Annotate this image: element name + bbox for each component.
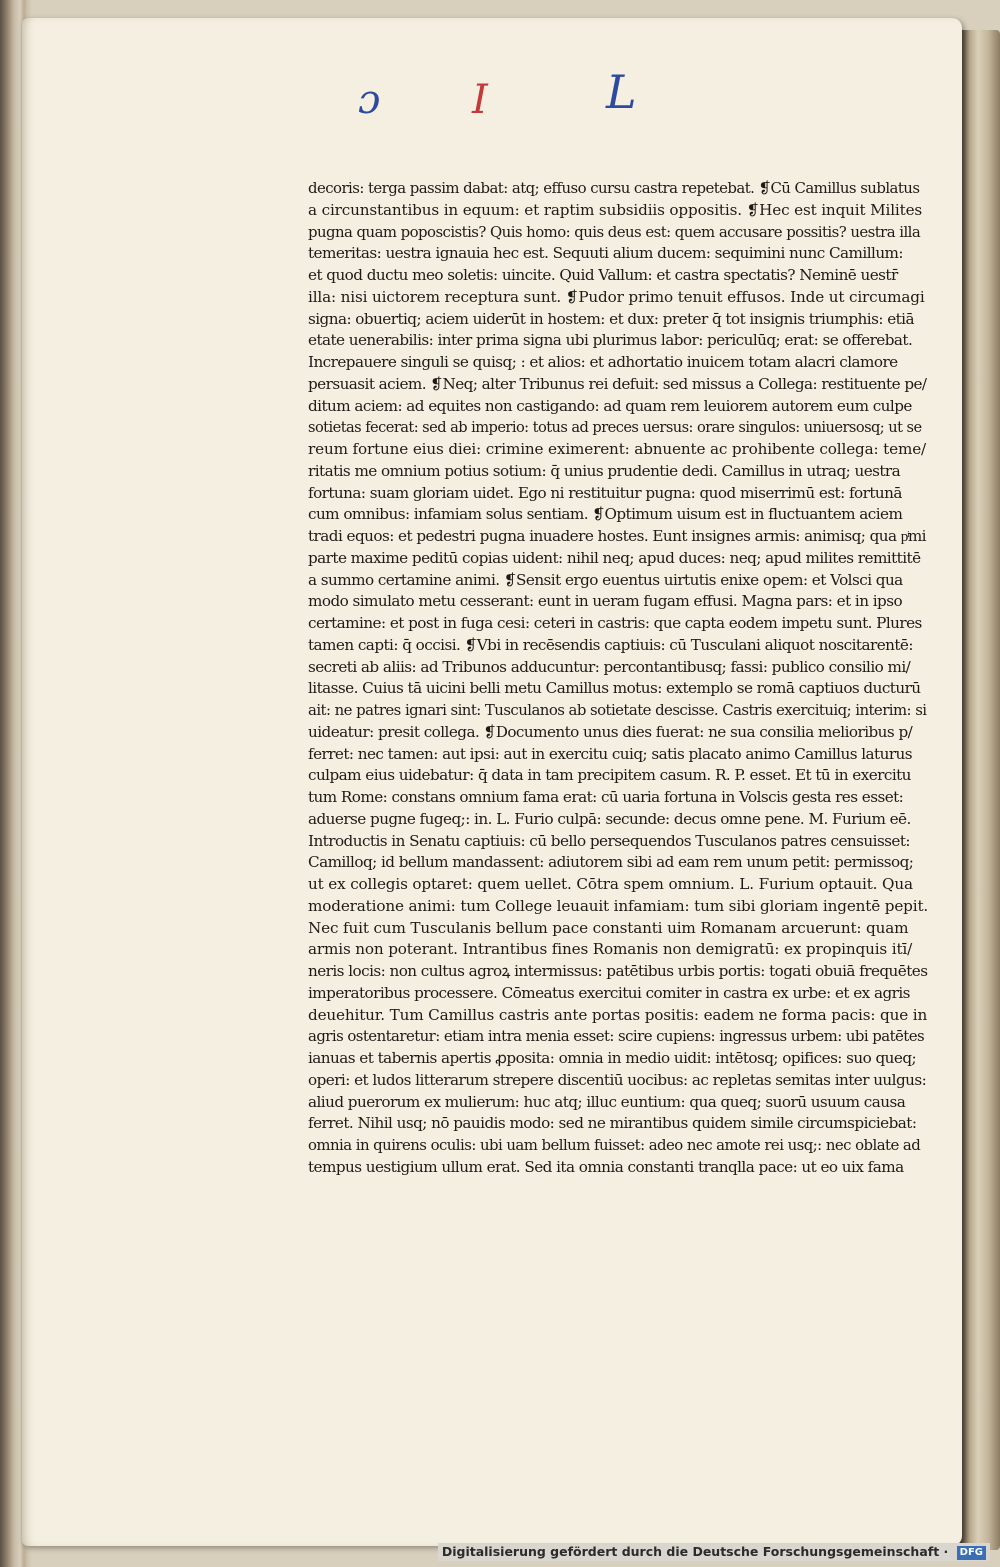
text-line: ut ex collegis optaret: quem uellet. Cōtra spem omnium. L. Furium optauit. Qua bbox=[308, 875, 913, 893]
folio-number bbox=[350, 65, 650, 123]
text-line: Introductis in Senatu captiuis: cū bello persequendos Tusculanos patres censuisset: bbox=[308, 831, 910, 850]
text-line: ferret: nec tamen: aut ipsi: aut in exercitu cuiq; satis placato animo Camillus laturus bbox=[308, 744, 913, 763]
text-line: ritatis me omnium potius sotium: q̄ unius prudentie dedi. Camillus in utraq; uestra bbox=[308, 461, 901, 480]
text-line: persuasit aciem. ❡Neq; alter Tribunus rei defuit: sed missus a Collega: restituente pe/ bbox=[308, 374, 927, 393]
text-line: uideatur: presit collega. ❡Documento unus dies fuerat: ne sua consilia melioribus p/ bbox=[308, 722, 913, 741]
text-line: deuehitur. Tum Camillus castris ante portas positis: eadem ne forma pacis: que in bbox=[308, 1005, 928, 1024]
text-line: ferret. Nihil usq; nō pauidis modo: sed ne mirantibus quidem simile circumspiciebat: bbox=[308, 1114, 917, 1133]
text-line: armis non poterant. Intrantibus fines Romanis non demigratū: ex propinquis itī/ bbox=[308, 940, 913, 959]
text-line: parte maxime peditū copias uident: nihil neq; apud duces: neq; apud milites remittitē bbox=[308, 548, 921, 567]
text-line: etate uenerabilis: inter prima signa ubi plurimus labor: periculūq; erat: se offerebat. bbox=[308, 331, 913, 350]
text-line: tamen capti: q̄ occisi. ❡Vbi in recēsendis captiuis: cū Tusculani aliquot noscitarentē: bbox=[308, 635, 913, 654]
text-line: aduerse pugne fugeq;: in. L. Furio culpā: secunde: decus omne pene. M. Furium eē. bbox=[308, 809, 911, 828]
text-line: ianuas et tabernis apertis ꝓposita: omnia in medio uidit: intētosq; opifices: suo queq; bbox=[308, 1049, 917, 1067]
text-line: tradi equos: et pedestri pugna inuadere hostes. Eunt insignes armis: animisq; qua pͥmi bbox=[308, 527, 926, 545]
text-line: Increpauere singuli se quisq; : et alios: et adhortatio inuicem totam alacri clamore bbox=[308, 353, 898, 371]
text-line: reum fortune eius diei: crimine eximerent: abnuente ac prohibente collega: teme/ bbox=[308, 440, 926, 458]
text-line: secreti ab aliis: ad Tribunos adducuntur: percontantibusq; fassi: publico consilio mi/ bbox=[308, 657, 911, 676]
text-line: imperatoribus processere. Cōmeatus exercitui comiter in castra ex urbe: et ex agris bbox=[308, 983, 910, 1002]
text-line: decoris: terga passim dabat: atq; effuso cursu castra repetebat. ❡Cū Camillus sublatus bbox=[308, 179, 920, 197]
dfg-logo: DFG bbox=[957, 1546, 986, 1560]
text-line: neris locis: non cultus agroꝝ intermissus: patētibus urbis portis: togati obuiā frequētes bbox=[308, 962, 928, 980]
folio-letter-1: ɔ bbox=[358, 77, 381, 123]
folio-letter-3: L bbox=[606, 65, 637, 119]
text-line: signa: obuertiq; aciem uiderūt in hostem: et dux: preter q̄ tot insignis triumphis: etiā bbox=[308, 309, 914, 328]
text-line: illa: nisi uictorem receptura sunt. ❡Pudor primo tenuit effusos. Inde ut circumagi bbox=[308, 287, 925, 306]
folio-letter-2: I bbox=[472, 77, 488, 123]
digitization-credit bbox=[438, 1543, 990, 1561]
text-line: aliud puerorum ex mulierum: huc atq; illuc euntium: qua queq; suorū usuum causa bbox=[308, 1092, 906, 1111]
text-line: modo simulato metu cesserant: eunt in ueram fugam effusi. Magna pars: et in ipso bbox=[308, 592, 903, 611]
text-line: temeritas: uestra ignauia hec est. Sequuti alium ducem: sequimini nunc Camillum: bbox=[308, 244, 903, 263]
text-line: ait: ne patres ignari sint: Tusculanos ab sotietate descisse. Castris exercituiq; interim: si bbox=[308, 701, 927, 719]
text-line: tempus uestigium ullum erat. Sed ita omnia constanti tranqlla pace: ut eo uix fama bbox=[308, 1157, 904, 1176]
text-line: pugna quam poposcistis? Quis homo: quis deus est: quem accusare possitis? uestra illa bbox=[308, 222, 921, 241]
text-column bbox=[308, 178, 930, 1179]
text-line: culpam eius uidebatur: q̄ data in tam precipitem casum. R. P. esset. Et tū in exercitu bbox=[308, 766, 911, 785]
text-line: Camilloq; id bellum mandassent: adiutorem sibi ad eam rem unum petit: permissoq; bbox=[308, 853, 914, 872]
text-line: a circunstantibus in equum: et raptim subsidiis oppositis. ❡Hec est inquit Milites bbox=[308, 200, 923, 219]
text-line: moderatione animi: tum College leuauit infamiam: tum sibi gloriam ingentē pepit. bbox=[308, 896, 929, 915]
text-line: fortuna: suam gloriam uidet. Ego ni restituitur pugna: quod miserrimū est: fortunā bbox=[308, 483, 902, 502]
text-line: et quod ductu meo soletis: uincite. Quid Vallum: et castra spectatis? Neminē uestr̄ bbox=[308, 266, 898, 284]
text-line: agris ostentaretur: etiam intra menia esset: scire cupiens: ingressus urbem: ubi patētes bbox=[308, 1027, 925, 1046]
text-line: cum omnibus: infamiam solus sentiam. ❡Optimum uisum est in fluctuantem aciem bbox=[308, 505, 903, 524]
text-line: tum Rome: constans omnium fama erat: cū uaria fortuna in Volscis gesta res esset: bbox=[308, 788, 904, 806]
credit-text: Digitalisierung gefördert durch die Deutsche Forschungsgemeinschaft · bbox=[441, 1544, 949, 1559]
text-line: litasse. Cuius tā uicini belli metu Camillus motus: extemplo se romā captiuos ducturū bbox=[308, 679, 921, 698]
text-line: Nec fuit cum Tusculanis bellum pace constanti uim Romanam arcuerunt: quam bbox=[308, 918, 909, 937]
text-line: ditum aciem: ad equites non castigando: ad quam rem leuiorem autorem eum culpe bbox=[308, 396, 912, 415]
text-line: omnia in quirens oculis: ubi uam bellum fuisset: adeo nec amote rei usq;: nec oblate ad bbox=[308, 1136, 921, 1154]
text-line: certamine: et post in fuga cesi: ceteri in castris: que capta eodem impetu sunt. Plures bbox=[308, 614, 922, 632]
text-line: a summo certamine animi. ❡Sensit ergo euentus uirtutis enixe opem: et Volsci qua bbox=[308, 570, 903, 589]
text-line: operi: et ludos litterarum strepere discentiū uocibus: ac repletas semitas inter uulgus: bbox=[308, 1070, 927, 1089]
facing-page-edge bbox=[958, 30, 1000, 1550]
text-line: sotietas fecerat: sed ab imperio: totus ad preces uersus: orare singulos: uniuersosq; ut se bbox=[308, 419, 922, 437]
